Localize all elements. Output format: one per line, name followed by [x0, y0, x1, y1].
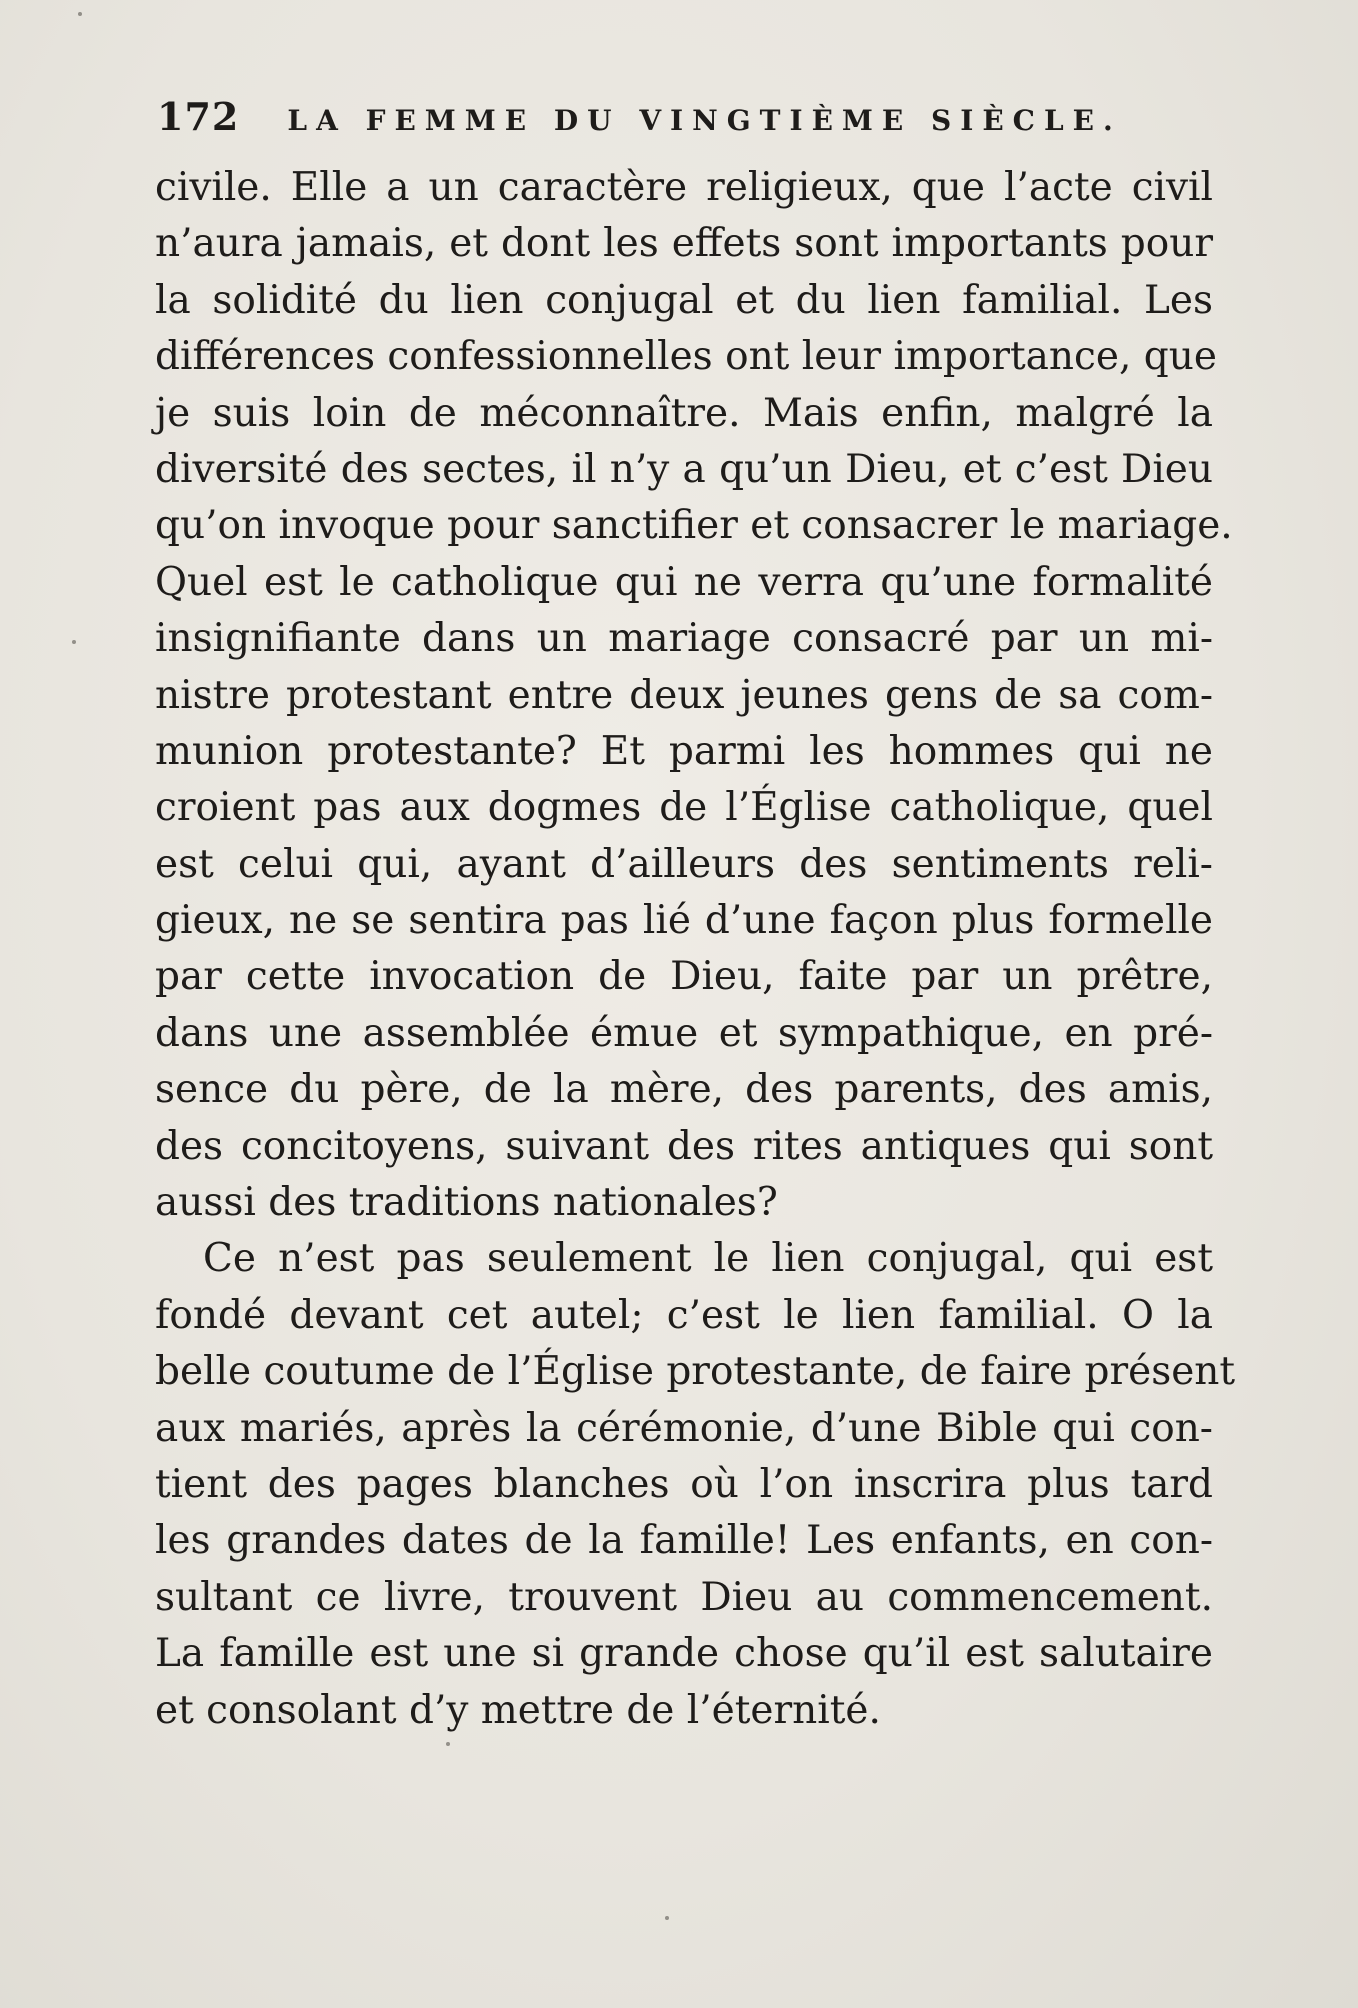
page-number: 172: [157, 94, 240, 139]
paper-speck: [446, 1742, 450, 1746]
text-line: belle coutume de l’Église protestante, de faire présent: [155, 1349, 1236, 1395]
text-line: je suis loin de méconnaître. Mais enfin, malgré la: [155, 390, 1213, 436]
text-line: des concitoyens, suivant des rites antiques qui sont: [155, 1123, 1213, 1169]
text-line: les grandes dates de la famille! Les enfants, en con-: [155, 1518, 1213, 1564]
running-title: LA FEMME DU VINGTIÈME SIÈCLE.: [287, 104, 1122, 137]
paper-speck: [78, 12, 82, 16]
text-line: munion protestante? Et parmi les hommes qui ne: [155, 728, 1213, 774]
running-head: [157, 92, 1217, 142]
text-line: aux mariés, après la cérémonie, d’une Bible qui con-: [155, 1405, 1213, 1451]
paragraph-2: [155, 1231, 1236, 1739]
text-line: sultant ce livre, trouvent Dieu au commencement.: [155, 1574, 1213, 1620]
text-line: la solidité du lien conjugal et du lien familial. Les: [155, 277, 1213, 323]
text-line: Ce n’est pas seulement le lien conjugal, qui est: [203, 1236, 1213, 1282]
text-line: nistre protestant entre deux jeunes gens de sa com-: [155, 672, 1213, 718]
text-line: dans une assemblée émue et sympathique, en pré-: [155, 1010, 1213, 1056]
text-line: différences confessionnelles ont leur importance, que: [155, 334, 1217, 380]
text-line: civile. Elle a un caractère religieux, que l’acte civil: [155, 165, 1213, 210]
paper-speck: [665, 1916, 669, 1920]
text-line: croient pas aux dogmes de l’Église catholique, quel: [155, 785, 1213, 831]
text-line: fondé devant cet autel; c’est le lien familial. O la: [155, 1292, 1213, 1338]
text-line: diversité des sectes, il n’y a qu’un Dieu, et c’est Dieu: [155, 446, 1213, 492]
text-line: n’aura jamais, et dont les effets sont importants pour: [155, 221, 1213, 267]
text-line: qu’on invoque pour sanctifier et consacrer le mariage.: [155, 503, 1233, 549]
text-line: gieux, ne se sentira pas lié d’une façon plus formelle: [155, 898, 1213, 944]
body-text: [155, 160, 1236, 1739]
text-line: La famille est une si grande chose qu’il est salutaire: [155, 1631, 1213, 1677]
text-line: aussi des traditions nationales?: [155, 1180, 778, 1226]
text-line: insignifiante dans un mariage consacré par un mi-: [155, 616, 1213, 662]
text-line: tient des pages blanches où l’on inscrira plus tard: [155, 1461, 1213, 1507]
text-line: et consolant d’y mettre de l’éternité.: [155, 1687, 881, 1733]
text-line: par cette invocation de Dieu, faite par un prêtre,: [155, 954, 1213, 1000]
paragraph-1: [155, 160, 1233, 1231]
text-line: sence du père, de la mère, des parents, des amis,: [155, 1067, 1213, 1113]
paper-speck: [72, 640, 76, 644]
text-line: Quel est le catholique qui ne verra qu’une formalité: [155, 559, 1213, 605]
text-line: est celui qui, ayant d’ailleurs des sentiments reli-: [155, 841, 1213, 887]
